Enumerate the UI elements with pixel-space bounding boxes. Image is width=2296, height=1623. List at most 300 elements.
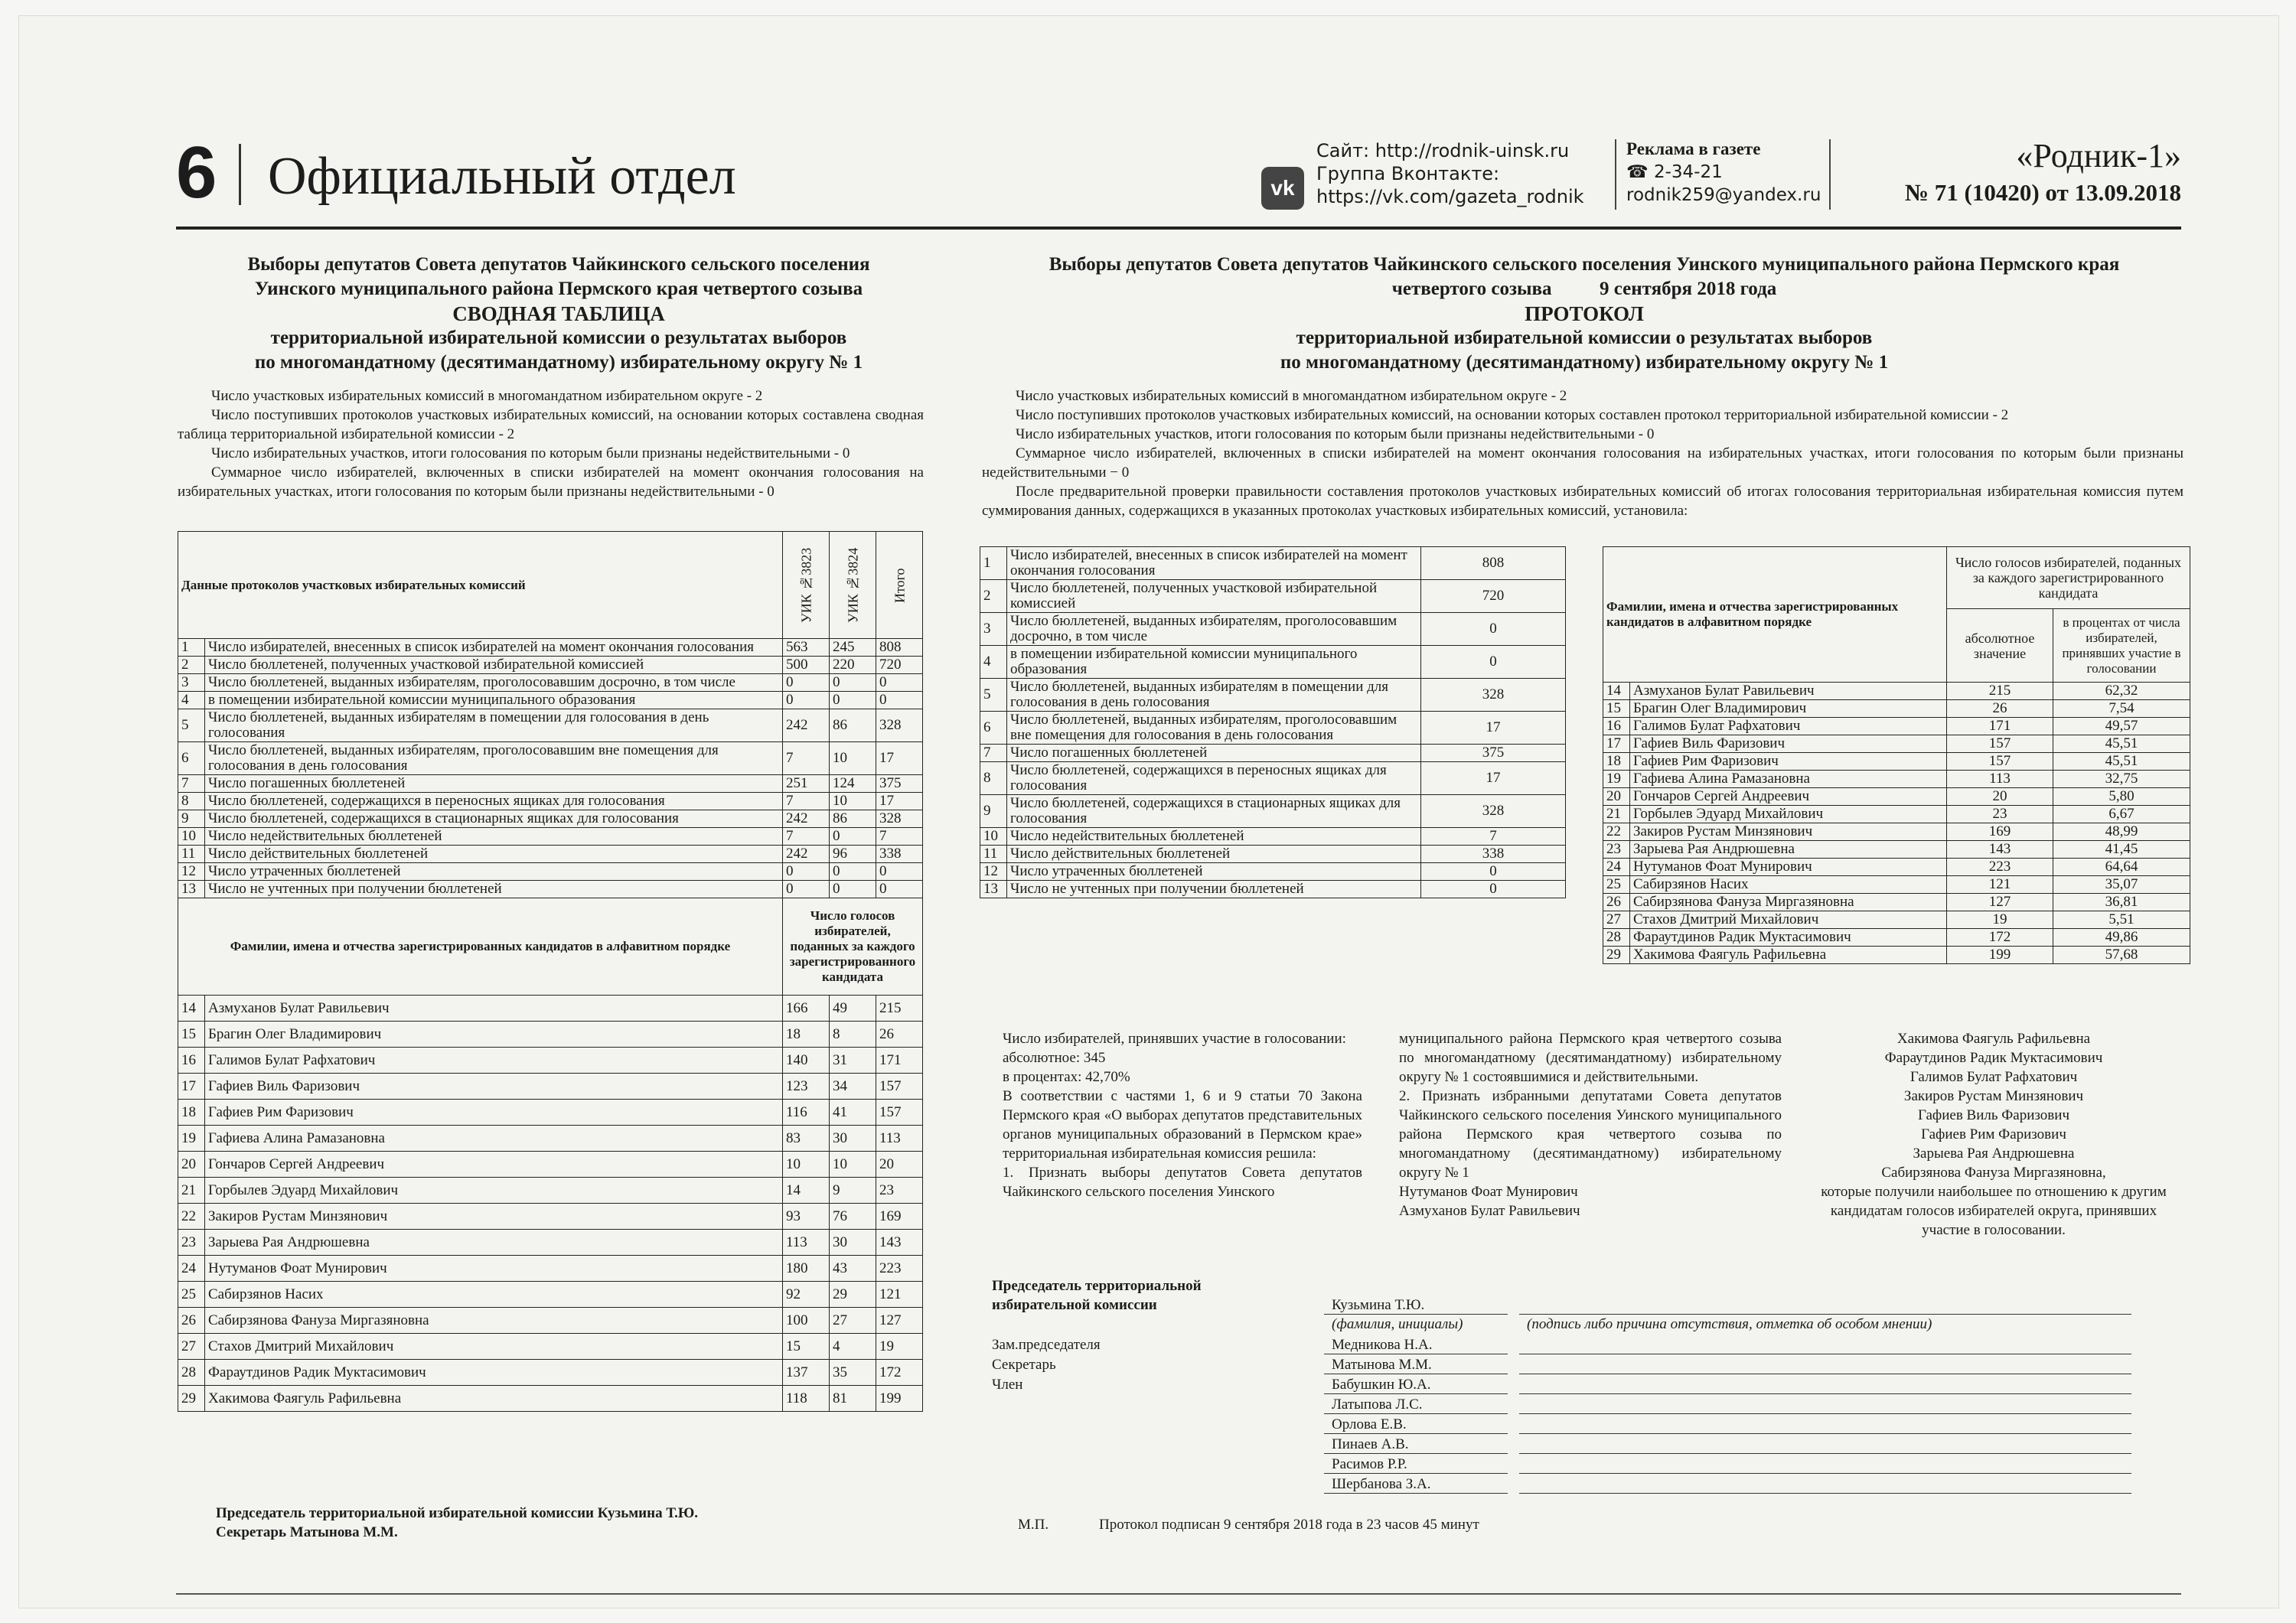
total-value: 157 (876, 1074, 923, 1100)
uik-3824-value: 0 (830, 881, 876, 898)
candidate-name: Нутуманов Фоат Мунирович (1630, 859, 1947, 876)
protocol-pct-head: в процентах от числа избирателей, принявших участие в голосовании (2053, 609, 2190, 683)
candidate-row (178, 1022, 923, 1048)
header-divider-2 (1615, 139, 1616, 210)
elected-tail: которые получили наибольшее по отношению к другим кандидатам голосов избирателей округа, принявших участие в голосовании. (1821, 1184, 2167, 1238)
candidates-table-body (178, 996, 923, 1412)
table-row (980, 580, 1566, 613)
candidate-name: Брагин Олег Владимирович (205, 1022, 783, 1048)
decision-col2: муниципального района Пермского края четвертого созыва по многомандатному (десятимандатному) избирательному округу № 1 состоявшимися и действительными. 2. Признать избранными депутатами Совета депутатов Чайкинского сельского поселения Уинского муниципального района Пермского края четвертого созыва по многомандатному (десятимандатному) избирательному округу № 1 Нутуманов Фоат Мунирович Азмуханов Булат Равильевич (1399, 1031, 1782, 1219)
candidate-name: Хакимова Фаягуль Рафильевна (205, 1386, 783, 1412)
candidate-name: Гафиев Рим Фаризович (1630, 753, 1947, 771)
table-row (178, 828, 923, 846)
total-value: 143 (876, 1230, 923, 1256)
table-row (980, 846, 1566, 863)
row-number: 25 (1603, 876, 1630, 894)
uik-3823-value: 500 (783, 657, 830, 674)
uik-3823-value: 0 (783, 692, 830, 709)
total-value: 127 (876, 1308, 923, 1334)
uik-3824-value: 8 (830, 1022, 876, 1048)
uik-3823-value: 166 (783, 996, 830, 1022)
row-label: Число недействительных бюллетеней (1007, 828, 1421, 846)
row-number: 23 (1603, 841, 1630, 859)
row-label: Число действительных бюллетеней (205, 846, 783, 863)
total-value: 26 (876, 1022, 923, 1048)
row-label: Число избирателей, внесенных в список избирателей на момент окончания голосования (1007, 547, 1421, 580)
signer-name: Латыпова Л.С. (1332, 1396, 1423, 1413)
left-title-line5: по многомандатному (десятимандатному) избирательному округу № 1 (254, 352, 863, 373)
elected-name: Галимов Булат Рафхатович (1910, 1069, 2078, 1085)
percent-votes: 7,54 (2053, 700, 2190, 718)
candidate-name: Закиров Рустам Минзянович (205, 1204, 783, 1230)
uik-3824-value: 81 (830, 1386, 876, 1412)
right-title (995, 253, 2174, 375)
candidate-name: Гончаров Сергей Андреевич (1630, 788, 1947, 806)
row-number: 8 (178, 793, 205, 810)
row-number: 10 (980, 828, 1007, 846)
uik-3824-value: 35 (830, 1360, 876, 1386)
row-number: 26 (178, 1308, 205, 1334)
row-label: Число действительных бюллетеней (1007, 846, 1421, 863)
row-number: 16 (1603, 718, 1630, 735)
uik-3823-value: 180 (783, 1256, 830, 1282)
absolute-votes: 171 (1947, 718, 2053, 735)
uik-3824-value: 245 (830, 639, 876, 657)
candidate-name: Галимов Булат Рафхатович (1630, 718, 1947, 735)
vk-link[interactable]: https://vk.com/gazeta_rodnik (1316, 186, 1584, 207)
row-number: 5 (980, 679, 1007, 712)
absolute-votes: 157 (1947, 753, 2053, 771)
row-number: 7 (980, 745, 1007, 762)
contacts-block (1316, 139, 1584, 208)
row-number: 3 (178, 674, 205, 692)
table-row (980, 863, 1566, 881)
left-footer-secretary: Секретарь Матынова М.М. (216, 1524, 398, 1540)
row-number: 6 (178, 742, 205, 775)
header-divider (239, 144, 241, 205)
issue-number: № 71 (10420) от 13.09.2018 (1904, 179, 2181, 206)
table-row (178, 674, 923, 692)
sign-vice-label: Зам.председателя (992, 1337, 1101, 1353)
elected-name: Гафиев Рим Фаризович (1921, 1126, 2066, 1142)
row-label: Число бюллетеней, содержащихся в переносных ящиках для голосования (1007, 762, 1421, 795)
decision-col3 (1806, 1029, 2181, 1240)
table-row (980, 795, 1566, 828)
signer-line (1324, 1433, 1508, 1434)
percent-votes: 57,68 (2053, 947, 2190, 964)
signer-name: Шербанова З.А. (1332, 1476, 1431, 1492)
row-number: 12 (178, 863, 205, 881)
candidate-name: Сабирзянов Насих (205, 1282, 783, 1308)
right-intro (982, 386, 2183, 520)
candidate-name: Фараутдинов Радик Муктасимович (205, 1360, 783, 1386)
percent-votes: 49,57 (2053, 718, 2190, 735)
candidate-name: Горбылев Эдуард Михайлович (1630, 806, 1947, 823)
uik-3823-value: 92 (783, 1282, 830, 1308)
signature-line (1519, 1393, 2131, 1394)
total-value: 19 (876, 1334, 923, 1360)
uik-3824-value: 30 (830, 1126, 876, 1152)
row-number: 14 (178, 996, 205, 1022)
uik-3824-value: 10 (830, 793, 876, 810)
uik-3823-value: 563 (783, 639, 830, 657)
row-label: Число утраченных бюллетеней (1007, 863, 1421, 881)
candidate-name: Фараутдинов Радик Муктасимович (1630, 929, 1947, 947)
row-number: 24 (1603, 859, 1630, 876)
row-label: Число бюллетеней, содержащихся в стационарных ящиках для голосования (1007, 795, 1421, 828)
row-label: в помещении избирательной комиссии муниципального образования (1007, 646, 1421, 679)
absolute-votes: 199 (1947, 947, 2053, 964)
absolute-votes: 157 (1947, 735, 2053, 753)
candidate-row (178, 1386, 923, 1412)
row-value: 0 (1421, 646, 1566, 679)
candidate-name: Гафиев Рим Фаризович (205, 1100, 783, 1126)
table-row (980, 828, 1566, 846)
row-number: 13 (980, 881, 1007, 898)
summary-table-body (178, 639, 923, 898)
left-footer (216, 1504, 698, 1542)
candidate-name: Закиров Рустам Минзянович (1630, 823, 1947, 841)
candidate-row (1603, 929, 2190, 947)
candidate-row (178, 1230, 923, 1256)
elected-name: Закиров Рустам Минзянович (1903, 1088, 2084, 1104)
candidate-row (178, 1100, 923, 1126)
right-title-line5: по многомандатному (десятимандатному) избирательному округу № 1 (1280, 352, 1889, 373)
row-number: 28 (178, 1360, 205, 1386)
row-number: 25 (178, 1282, 205, 1308)
left-intro-p4: Суммарное число избирателей, включенных в списки избирателей на момент окончания голосования на избирательных участках, итоги голосования по которым были признаны недействительными - 0 (178, 464, 924, 500)
candidate-row (178, 1204, 923, 1230)
candidate-name: Гафиева Алина Рамазановна (205, 1126, 783, 1152)
uik-3824-value: 220 (830, 657, 876, 674)
total-value: 0 (876, 674, 923, 692)
total-value: 223 (876, 1256, 923, 1282)
row-number: 22 (178, 1204, 205, 1230)
candidate-row (1603, 859, 2190, 876)
signer-line (1324, 1493, 1508, 1494)
table-row (980, 547, 1566, 580)
col-total: Итого (876, 532, 923, 639)
row-value: 0 (1421, 881, 1566, 898)
total-value: 808 (876, 639, 923, 657)
candidate-name: Стахов Дмитрий Михайлович (1630, 911, 1947, 929)
signer-name: Бабушкин Ю.А. (1332, 1377, 1431, 1393)
absolute-votes: 169 (1947, 823, 2053, 841)
row-label: Число бюллетеней, содержащихся в стационарных ящиках для голосования (205, 810, 783, 828)
candidate-row (178, 1178, 923, 1204)
uik-3823-value: 14 (783, 1178, 830, 1204)
candidate-name: Зарыева Рая Андрюшевна (205, 1230, 783, 1256)
ads-title: Реклама в газете (1626, 139, 1761, 158)
row-value: 17 (1421, 762, 1566, 795)
percent-votes: 41,45 (2053, 841, 2190, 859)
total-value: 0 (876, 863, 923, 881)
row-number: 4 (980, 646, 1007, 679)
right-title-line1: Выборы депутатов Совета депутатов Чайкинского сельского поселения Уинского муниципального района Пермского края (1049, 254, 2120, 275)
signature-line (1519, 1433, 2131, 1434)
uik-3823-value: 140 (783, 1048, 830, 1074)
phone-number: ☎ 2-34-21 (1626, 162, 1723, 182)
table-row (178, 846, 923, 863)
signer-name: Орлова Е.В. (1332, 1416, 1407, 1432)
row-number: 17 (1603, 735, 1630, 753)
row-number: 5 (178, 709, 205, 742)
row-label: Число погашенных бюллетеней (205, 775, 783, 793)
candidate-row (1603, 700, 2190, 718)
uik-3824-value: 29 (830, 1282, 876, 1308)
candidate-row (178, 1074, 923, 1100)
row-number: 17 (178, 1074, 205, 1100)
uik-3823-value: 0 (783, 881, 830, 898)
candidate-row (178, 1256, 923, 1282)
uik-3824-value: 30 (830, 1230, 876, 1256)
protocol-signed-time: Протокол подписан 9 сентября 2018 года в 23 часов 45 минут (1099, 1517, 1479, 1533)
row-value: 808 (1421, 547, 1566, 580)
uik-3824-value: 124 (830, 775, 876, 793)
uik-3824-value: 27 (830, 1308, 876, 1334)
row-number: 18 (178, 1100, 205, 1126)
table-row (980, 745, 1566, 762)
uik-3823-value: 137 (783, 1360, 830, 1386)
left-intro-p1: Число участковых избирательных комиссий в многомандатном избирательном округе - 2 (211, 388, 763, 404)
candidate-row (1603, 841, 2190, 859)
table-row (178, 692, 923, 709)
row-number: 21 (178, 1178, 205, 1204)
row-number: 20 (178, 1152, 205, 1178)
row-number: 29 (1603, 947, 1630, 964)
ads-block (1626, 138, 1821, 207)
row-value: 0 (1421, 863, 1566, 881)
row-number: 29 (178, 1386, 205, 1412)
signer-line (1324, 1413, 1508, 1414)
table-row (980, 712, 1566, 745)
table-row (980, 613, 1566, 646)
uik-3823-value: 93 (783, 1204, 830, 1230)
row-number: 6 (980, 712, 1007, 745)
row-number: 1 (980, 547, 1007, 580)
row-number: 20 (1603, 788, 1630, 806)
signer-name: Расимов Р.Р. (1332, 1456, 1407, 1472)
left-title-line4: территориальной избирательной комиссии о результатах выборов (270, 328, 847, 348)
right-intro-p5: После предварительной проверки правильности составления протоколов участковых избирательных комиссий об итогах голосования территориальная избирательная комиссия путем суммирования данных, содержащихся в указанных протоколах участковых избирательных комиссий, установила: (982, 484, 2183, 519)
uik-3824-value: 10 (830, 742, 876, 775)
newspaper-masthead (1905, 136, 2181, 210)
signer-line (1324, 1453, 1508, 1454)
candidate-name: Сабирзянова Фануза Миргазяновна (205, 1308, 783, 1334)
row-number: 24 (178, 1256, 205, 1282)
row-number: 19 (1603, 771, 1630, 788)
col-uik-3823: УИК №3823 (783, 532, 830, 639)
total-value: 113 (876, 1126, 923, 1152)
table-row (178, 881, 923, 898)
total-value: 215 (876, 996, 923, 1022)
table-row (178, 863, 923, 881)
candidate-name: Хакимова Фаягуль Рафильевна (1630, 947, 1947, 964)
total-value: 328 (876, 810, 923, 828)
candidate-row (1603, 788, 2190, 806)
signature-line (1519, 1453, 2131, 1454)
row-label: Число бюллетеней, выданных избирателям в помещении для голосования в день голосования (205, 709, 783, 742)
total-value: 157 (876, 1100, 923, 1126)
signer-name: Кузьмина Т.Ю. (1332, 1297, 1425, 1313)
candidate-row (178, 1308, 923, 1334)
candidate-row (1603, 806, 2190, 823)
uik-3823-value: 0 (783, 674, 830, 692)
table-row (980, 679, 1566, 712)
total-value: 338 (876, 846, 923, 863)
absolute-votes: 26 (1947, 700, 2053, 718)
email-link[interactable]: rodnik259@yandex.ru (1626, 185, 1821, 205)
right-intro-p3: Число избирательных участков, итоги голосования по которым были признаны недействительными - 0 (1016, 426, 1655, 442)
uik-3823-value: 18 (783, 1022, 830, 1048)
total-value: 121 (876, 1282, 923, 1308)
percent-votes: 49,86 (2053, 929, 2190, 947)
candidate-row (1603, 876, 2190, 894)
percent-votes: 62,32 (2053, 683, 2190, 700)
row-label: Число не учтенных при получении бюллетеней (1007, 881, 1421, 898)
uik-3823-value: 118 (783, 1386, 830, 1412)
row-number: 22 (1603, 823, 1630, 841)
elected-list (1806, 1029, 2181, 1182)
row-label: Число бюллетеней, выданных избирателям, проголосовавшим вне помещения для голосования в день голосования (205, 742, 783, 775)
candidate-name: Брагин Олег Владимирович (1630, 700, 1947, 718)
candidate-row (1603, 771, 2190, 788)
candidate-name: Галимов Булат Рафхатович (205, 1048, 783, 1074)
col-uik-3824: УИК №3824 (830, 532, 876, 639)
elected-name: Фараутдинов Радик Муктасимович (1884, 1050, 2103, 1066)
bottom-rule (176, 1593, 2181, 1595)
site-link[interactable]: Сайт: http://rodnik-uinsk.ru (1316, 140, 1570, 161)
table-row (178, 709, 923, 742)
candidate-row (178, 1360, 923, 1386)
row-label: в помещении избирательной комиссии муниципального образования (205, 692, 783, 709)
absolute-votes: 23 (1947, 806, 2053, 823)
row-number: 1 (178, 639, 205, 657)
total-value: 171 (876, 1048, 923, 1074)
uik-3824-value: 9 (830, 1178, 876, 1204)
uik-3823-value: 7 (783, 793, 830, 810)
row-number: 15 (178, 1022, 205, 1048)
absolute-votes: 215 (1947, 683, 2053, 700)
right-intro-p2: Число поступивших протоколов участковых избирательных комиссий, на основании которых составлен протокол территориальной избирательной комиссии - 2 (1016, 407, 2009, 423)
signer-line (1324, 1393, 1508, 1394)
total-value: 0 (876, 881, 923, 898)
protocol-abs-head: абсолютное значение (1947, 609, 2053, 683)
protocol-cand-head: Фамилии, имена и отчества зарегистрированных кандидатов в алфавитном порядке (1603, 547, 1947, 683)
percent-votes: 32,75 (2053, 771, 2190, 788)
candidate-row (1603, 911, 2190, 929)
row-value: 375 (1421, 745, 1566, 762)
row-value: 17 (1421, 712, 1566, 745)
total-value: 169 (876, 1204, 923, 1230)
table-row (980, 646, 1566, 679)
candidate-name: Гончаров Сергей Андреевич (205, 1152, 783, 1178)
percent-votes: 5,51 (2053, 911, 2190, 929)
candidate-name: Гафиев Виль Фаризович (1630, 735, 1947, 753)
uik-3823-value: 7 (783, 742, 830, 775)
uik-3824-value: 0 (830, 863, 876, 881)
uik-3823-value: 113 (783, 1230, 830, 1256)
row-number: 11 (980, 846, 1007, 863)
candidate-row (178, 1126, 923, 1152)
row-number: 19 (178, 1126, 205, 1152)
row-value: 328 (1421, 795, 1566, 828)
row-label: Число погашенных бюллетеней (1007, 745, 1421, 762)
sign-chair-label: Председатель территориальной избирательной комиссии (992, 1278, 1202, 1313)
uik-3823-value: 0 (783, 863, 830, 881)
uik-3824-value: 41 (830, 1100, 876, 1126)
row-number: 21 (1603, 806, 1630, 823)
candidate-name: Гафиев Виль Фаризович (205, 1074, 783, 1100)
row-value: 0 (1421, 613, 1566, 646)
vk-icon: vk (1261, 167, 1304, 210)
elected-name: Хакимова Фаягуль Рафильевна (1896, 1031, 2091, 1047)
left-intro-p3: Число избирательных участков, итоги голосования по которым были признаны недействительными - 0 (211, 445, 850, 461)
elected-name: Сабирзянова Фануза Миргазяновна, (1881, 1165, 2106, 1181)
right-intro-p4: Суммарное число избирателей, включенных в списки избирателей на момент окончания голосования на избирательных участках, итоги голосования по которым были признаны недействительными − 0 (982, 445, 2183, 481)
stamp-place: М.П. (1018, 1517, 1049, 1533)
row-number: 3 (980, 613, 1007, 646)
right-title-line2: четвертого созыва 9 сентября 2018 года (1391, 279, 1777, 299)
table-row (980, 762, 1566, 795)
row-number: 9 (178, 810, 205, 828)
uik-3823-value: 242 (783, 810, 830, 828)
row-number: 27 (178, 1334, 205, 1360)
row-number: 10 (178, 828, 205, 846)
absolute-votes: 172 (1947, 929, 2053, 947)
vk-group-label: Группа Вконтакте: (1316, 163, 1500, 184)
right-title-line4: территориальной избирательной комиссии о результатах выборов (1296, 328, 1873, 348)
row-value: 720 (1421, 580, 1566, 613)
percent-votes: 5,80 (2053, 788, 2190, 806)
percent-votes: 64,64 (2053, 859, 2190, 876)
page-header (176, 129, 2181, 230)
candidate-row (178, 1282, 923, 1308)
signer-line (1324, 1473, 1508, 1474)
percent-votes: 35,07 (2053, 876, 2190, 894)
uik-3824-value: 4 (830, 1334, 876, 1360)
right-title-protocol: ПРОТОКОЛ (1525, 302, 1644, 325)
candidate-name: Азмуханов Булат Равильевич (205, 996, 783, 1022)
candidate-row (178, 1334, 923, 1360)
uik-3823-value: 242 (783, 846, 830, 863)
row-number: 28 (1603, 929, 1630, 947)
decision-col1: Число избирателей, принявших участие в голосовании: абсолютное: 345 в процентах: 42,70% В соответствии с частями 1, 6 и 9 статьи 70 Закона Пермского края «О выборах депутатов представительных органов муниципальных образований в Пермском крае» территориальная избирательная комиссия решила: 1. Признать выборы депутатов Совета депутатов Чайкинского сельского поселения Уинского (1003, 1031, 1362, 1200)
total-value: 20 (876, 1152, 923, 1178)
total-value: 375 (876, 775, 923, 793)
row-label: Число бюллетеней, выданных избирателям, проголосовавшим досрочно, в том числе (1007, 613, 1421, 646)
uik-3823-value: 123 (783, 1074, 830, 1100)
candidate-row (1603, 753, 2190, 771)
header-divider-3 (1829, 139, 1831, 210)
total-value: 17 (876, 793, 923, 810)
candidate-row (1603, 894, 2190, 911)
left-title (176, 253, 941, 375)
candidate-row (178, 996, 923, 1022)
row-label: Число утраченных бюллетеней (205, 863, 783, 881)
candidate-row (1603, 823, 2190, 841)
sign-hint-name: (фамилия, инициалы) (1332, 1316, 1463, 1332)
row-label: Число избирателей, внесенных в список избирателей на момент окончания голосования (205, 639, 783, 657)
candidate-name: Горбылев Эдуард Михайлович (205, 1178, 783, 1204)
total-value: 17 (876, 742, 923, 775)
uik-3823-value: 100 (783, 1308, 830, 1334)
section-title: Официальный отдел (268, 147, 736, 206)
absolute-votes: 223 (1947, 859, 2053, 876)
percent-votes: 45,51 (2053, 753, 2190, 771)
protocol-candidates-table (1603, 546, 2190, 964)
uik-3824-value: 0 (830, 692, 876, 709)
